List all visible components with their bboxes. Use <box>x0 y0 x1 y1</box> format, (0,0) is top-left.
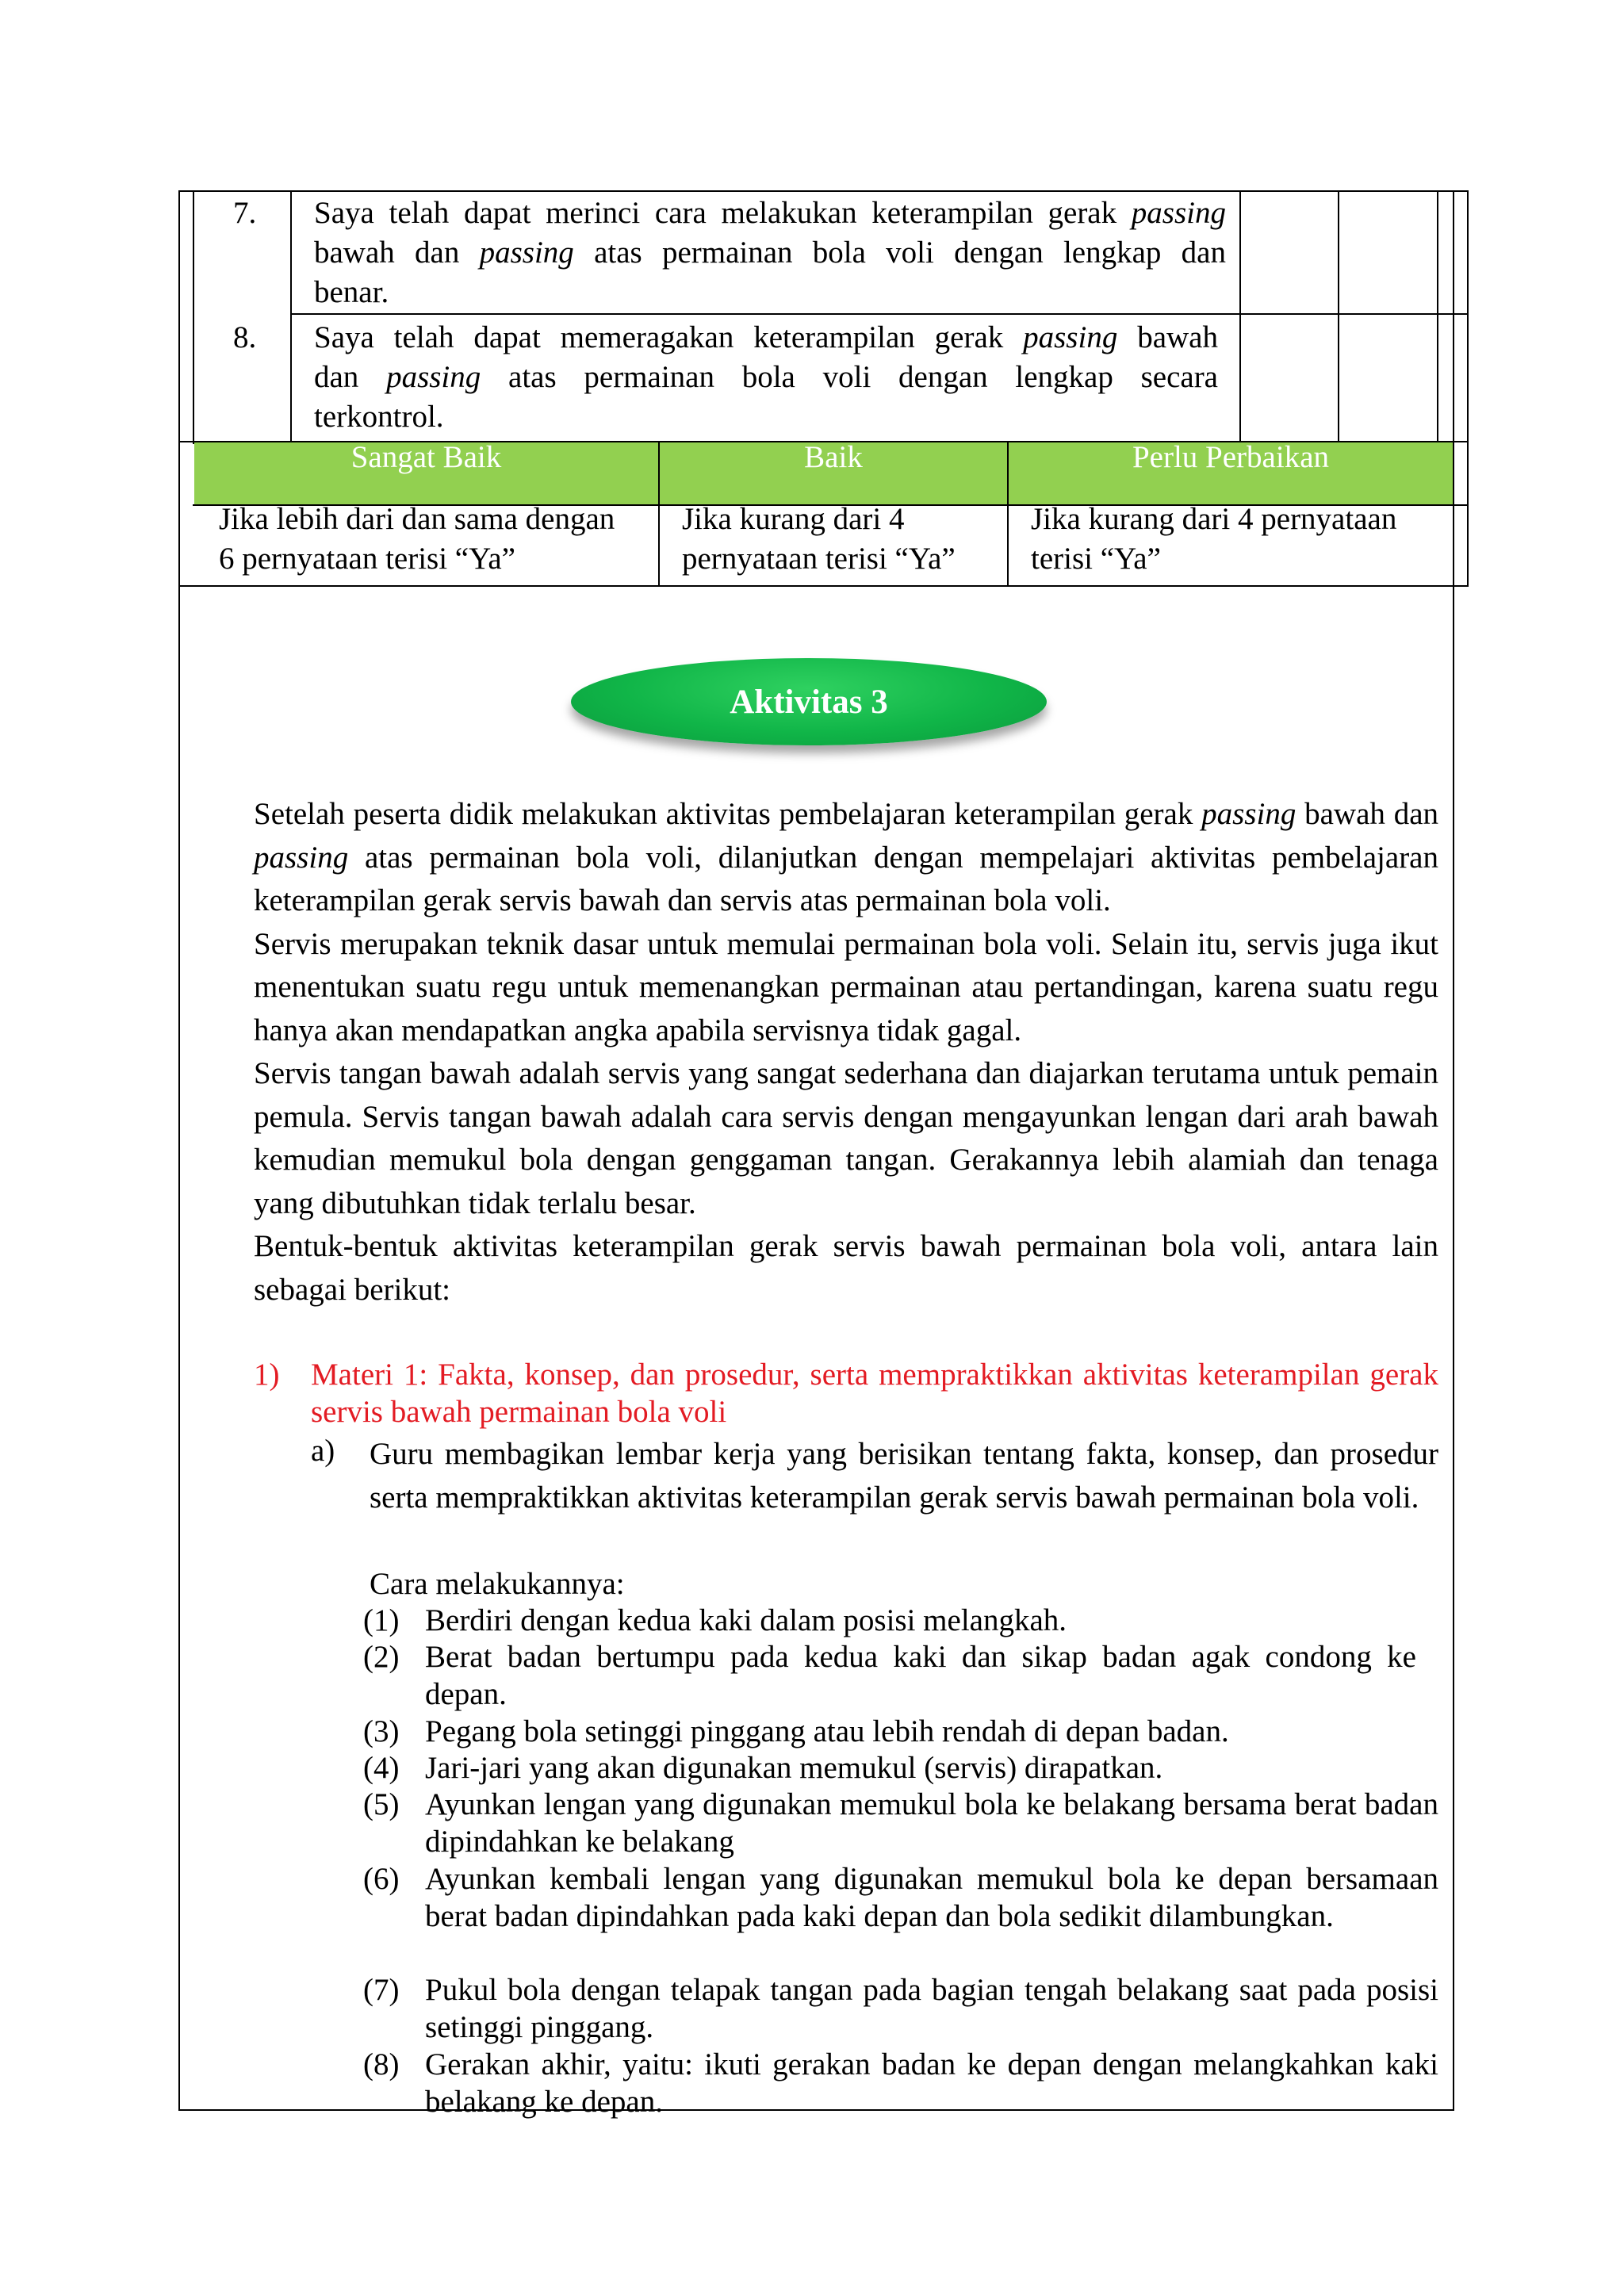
intro-text-run: bawah dan <box>1304 797 1439 831</box>
statement-text: dan <box>314 360 387 394</box>
statement-text: Saya telah dapat merinci cara melakukan keterampilan gerak <box>314 196 1132 230</box>
step-text: Gerakan akhir, yaitu: ikuti gerakan badan ke depan dengan melangkahkan kaki belakang ke depan. <box>425 2047 1438 2119</box>
step-text: Ayunkan lengan yang digunakan memukul bola ke belakang bersama berat badan dipindahkan ke belakang <box>425 1787 1438 1859</box>
step-text: Ayunkan kembali lengan yang digunakan memukul bola ke depan bersamaan berat badan dipindahkan pada kaki depan dan bola sedikit dilambungkan. <box>425 1862 1438 1933</box>
row-number: 7. <box>233 196 257 230</box>
criteria-line: terisi “Ya” <box>1031 542 1161 576</box>
sub-item-text: Guru membagikan lembar kerja yang berisikan tentang fakta, konsep, dan prosedur serta mempraktikkan aktivitas keterampilan gerak servis bawah permainan bola voli. <box>370 1437 1438 1515</box>
table-col-divider <box>1338 190 1339 444</box>
step-number: (5) <box>363 1787 400 1821</box>
content-border-right <box>1453 585 1454 2111</box>
criteria-line: Jika kurang dari 4 pernyataan <box>1031 502 1397 536</box>
statement-text: bawah <box>1117 320 1218 354</box>
statement-text: benar. <box>314 275 389 309</box>
table-col-divider <box>1239 190 1241 444</box>
step-text: Pegang bola setinggi pinggang atau lebih rendah di depan badan. <box>425 1714 1229 1748</box>
rating-header-baik: Baik <box>804 440 863 474</box>
step-number: (4) <box>363 1751 400 1785</box>
table-border-left-inner <box>193 190 194 444</box>
statement-text: atas permainan bola voli dengan lengkap secara <box>481 360 1218 394</box>
statement-text: Saya telah dapat memeragakan keterampilan gerak <box>314 320 1024 354</box>
step-number: (8) <box>363 2047 400 2081</box>
table-border-left <box>178 190 180 587</box>
statement-term: passing <box>1131 196 1226 230</box>
step-number: (6) <box>363 1862 400 1896</box>
intro-text-run: Setelah peserta didik melakukan aktivitas pembelajaran keterampilan gerak <box>254 797 1202 831</box>
row-number: 8. <box>233 320 257 354</box>
step-text: Berat badan bertumpu pada kedua kaki dan sikap badan agak condong ke depan. <box>425 1640 1416 1711</box>
rating-criteria-sangat-baik <box>219 500 615 579</box>
table-border-right <box>1467 190 1469 587</box>
intro-paragraph: Bentuk-bentuk aktivitas keterampilan gerak servis bawah permainan bola voli, antara lain sebagai berikut: <box>254 1229 1438 1307</box>
rating-header-perlu-perbaikan: Perlu Perbaikan <box>1132 440 1329 474</box>
statement-text: atas permainan bola voli dengan lengkap dan <box>573 236 1226 270</box>
rating-criteria-perlu-perbaikan <box>1031 500 1396 579</box>
activity-title: Aktivitas 3 <box>730 683 888 721</box>
table-border-right-inner <box>1453 190 1454 587</box>
rating-header-sangat-baik: Sangat Baik <box>350 440 502 474</box>
statement-term: passing <box>386 360 481 394</box>
intro-term: passing <box>254 840 349 875</box>
materi-heading: Materi 1: Fakta, konsep, dan prosedur, serta mempraktikkan aktivitas keterampilan gerak servis bawah permainan bola voli <box>311 1358 1438 1429</box>
step-text: Pukul bola dengan telapak tangan pada bagian tengah belakang saat pada posisi setinggi pinggang. <box>425 1973 1438 2044</box>
step-number: (1) <box>363 1603 400 1637</box>
step-text: Berdiri dengan kedua kaki dalam posisi melangkah. <box>425 1603 1067 1637</box>
step-number: (7) <box>363 1973 400 2007</box>
table-col-divider <box>1437 190 1438 444</box>
criteria-line: 6 pernyataan terisi “Ya” <box>219 542 515 576</box>
statement-term: passing <box>1023 320 1118 354</box>
content-border-left <box>178 585 180 2111</box>
intro-term: passing <box>1201 797 1297 831</box>
step-text: Jari-jari yang akan digunakan memukul (servis) dirapatkan. <box>425 1751 1163 1785</box>
row-statement <box>314 318 1218 437</box>
rating-criteria-baik <box>682 500 956 579</box>
table-line <box>290 313 1469 315</box>
materi-number: 1) <box>254 1358 280 1392</box>
intro-paragraph: Servis merupakan teknik dasar untuk memulai permainan bola voli. Selain itu, servis juga ikut menentukan suatu regu untuk memenangkan permainan atau pertandingan, karena suatu regu hanya akan mendapatkan angka apabila servisnya tidak gagal. <box>254 926 1438 1047</box>
statement-text: terkontrol. <box>314 400 444 434</box>
step-number: (3) <box>363 1714 400 1748</box>
table-line <box>178 585 1469 587</box>
table-col-divider <box>290 190 292 444</box>
statement-text: bawah dan <box>314 236 480 270</box>
criteria-line: Jika lebih dari dan sama dengan <box>219 502 615 536</box>
how-to-label: Cara melakukannya: <box>370 1567 625 1601</box>
criteria-line: Jika kurang dari 4 <box>682 502 905 536</box>
sub-item-label: a) <box>311 1434 335 1468</box>
criteria-line: pernyataan terisi “Ya” <box>682 542 956 576</box>
intro-paragraph <box>254 793 1438 923</box>
intro-paragraph: Servis tangan bawah adalah servis yang sangat sederhana dan diajarkan terutama untuk pemain pemula. Servis tangan bawah adalah cara servis dengan mengayunkan lengan dari arah bawah kemudian memukul bola dengan genggaman tangan. Gerakannya lebih alamiah dan tenaga yang dibutuhkan tidak terlalu besar. <box>254 1056 1438 1220</box>
intro-text <box>254 793 1438 1312</box>
row-statement <box>314 193 1226 312</box>
activity-badge <box>571 658 1047 745</box>
step-number: (2) <box>363 1640 400 1674</box>
table-line <box>178 190 1469 192</box>
statement-term: passing <box>479 236 574 270</box>
intro-text-run: atas permainan bola voli, dilanjutkan dengan mempelajari aktivitas pembelajaran keterampilan gerak servis bawah dan servis atas permainan bola voli. <box>254 840 1438 917</box>
